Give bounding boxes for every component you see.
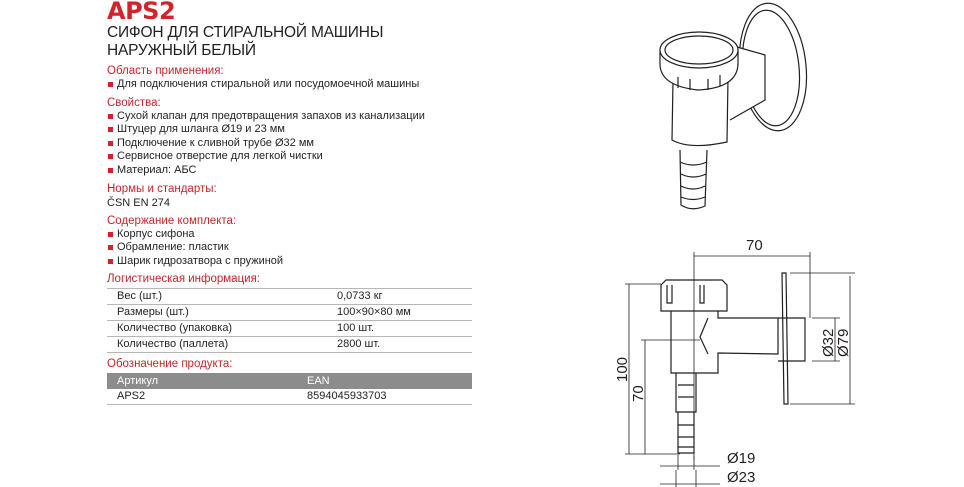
cell-value: 100×90×80 мм (337, 305, 472, 321)
siphon-2d-drawing (661, 273, 805, 453)
product-code: APS2 (107, 0, 176, 25)
siphon-3d-illustration (660, 0, 813, 209)
cell-ean: 8594045933703 (307, 389, 472, 405)
list-item: Подключение к сливной трубе Ø32 мм (107, 137, 472, 151)
cell-label: Количество (упаковка) (107, 321, 337, 337)
header-ean: EAN (307, 373, 472, 389)
standard-value: ČSN EN 274 (107, 196, 170, 209)
list-item: Материал: АБС (107, 164, 472, 178)
cell-value: 0,0733 кг (337, 289, 472, 305)
cell-label: Размеры (шт.) (107, 305, 337, 321)
section-title-standards: Нормы и стандарты: (107, 182, 217, 195)
section-title-properties: Свойства: (107, 96, 161, 109)
product-name: СИФОН ДЛЯ СТИРАЛЬНОЙ МАШИНЫ НАРУЖНЫЙ БЕЛЫЙ (107, 24, 384, 59)
list-item: Штуцер для шланга Ø19 и 23 мм (107, 123, 472, 137)
list-item: Корпус сифона (107, 228, 472, 242)
list-item: Обрамление: пластик (107, 241, 472, 255)
section-title-contents: Содержание комплекта: (107, 214, 237, 227)
dim-d79-label: Ø79 (835, 328, 852, 357)
section-title-application: Область применения: (107, 65, 224, 77)
cell-label: Вес (шт.) (107, 289, 337, 305)
dim-height-total-label: 100 (614, 356, 631, 382)
dim-width-label: 70 (746, 237, 763, 254)
section-title-designation: Обозначение продукта: (107, 358, 233, 371)
header-article: Артикул (107, 373, 307, 389)
list-item: Для подключения стиральной или посудомоечной машины (107, 78, 472, 92)
cell-value: 2800 шт. (337, 337, 472, 353)
dim-d32-label: Ø32 (820, 328, 837, 357)
dim-d23-label: Ø23 (727, 469, 756, 486)
dim-height-outlet-label: 70 (630, 385, 647, 402)
cell-article: APS2 (107, 389, 307, 405)
cell-label: Количество (паллета) (107, 337, 337, 353)
list-item: Шарик гидрозатвора с пружиной (107, 255, 472, 269)
cell-value: 100 шт. (337, 321, 472, 337)
dim-d19-label: Ø19 (727, 450, 756, 467)
section-title-logistics: Логистическая информация: (107, 273, 261, 286)
list-item: Сухой клапан для предотвращения запахов из канализации (107, 110, 472, 124)
list-item: Сервисное отверстие для легкой чистки (107, 150, 472, 164)
